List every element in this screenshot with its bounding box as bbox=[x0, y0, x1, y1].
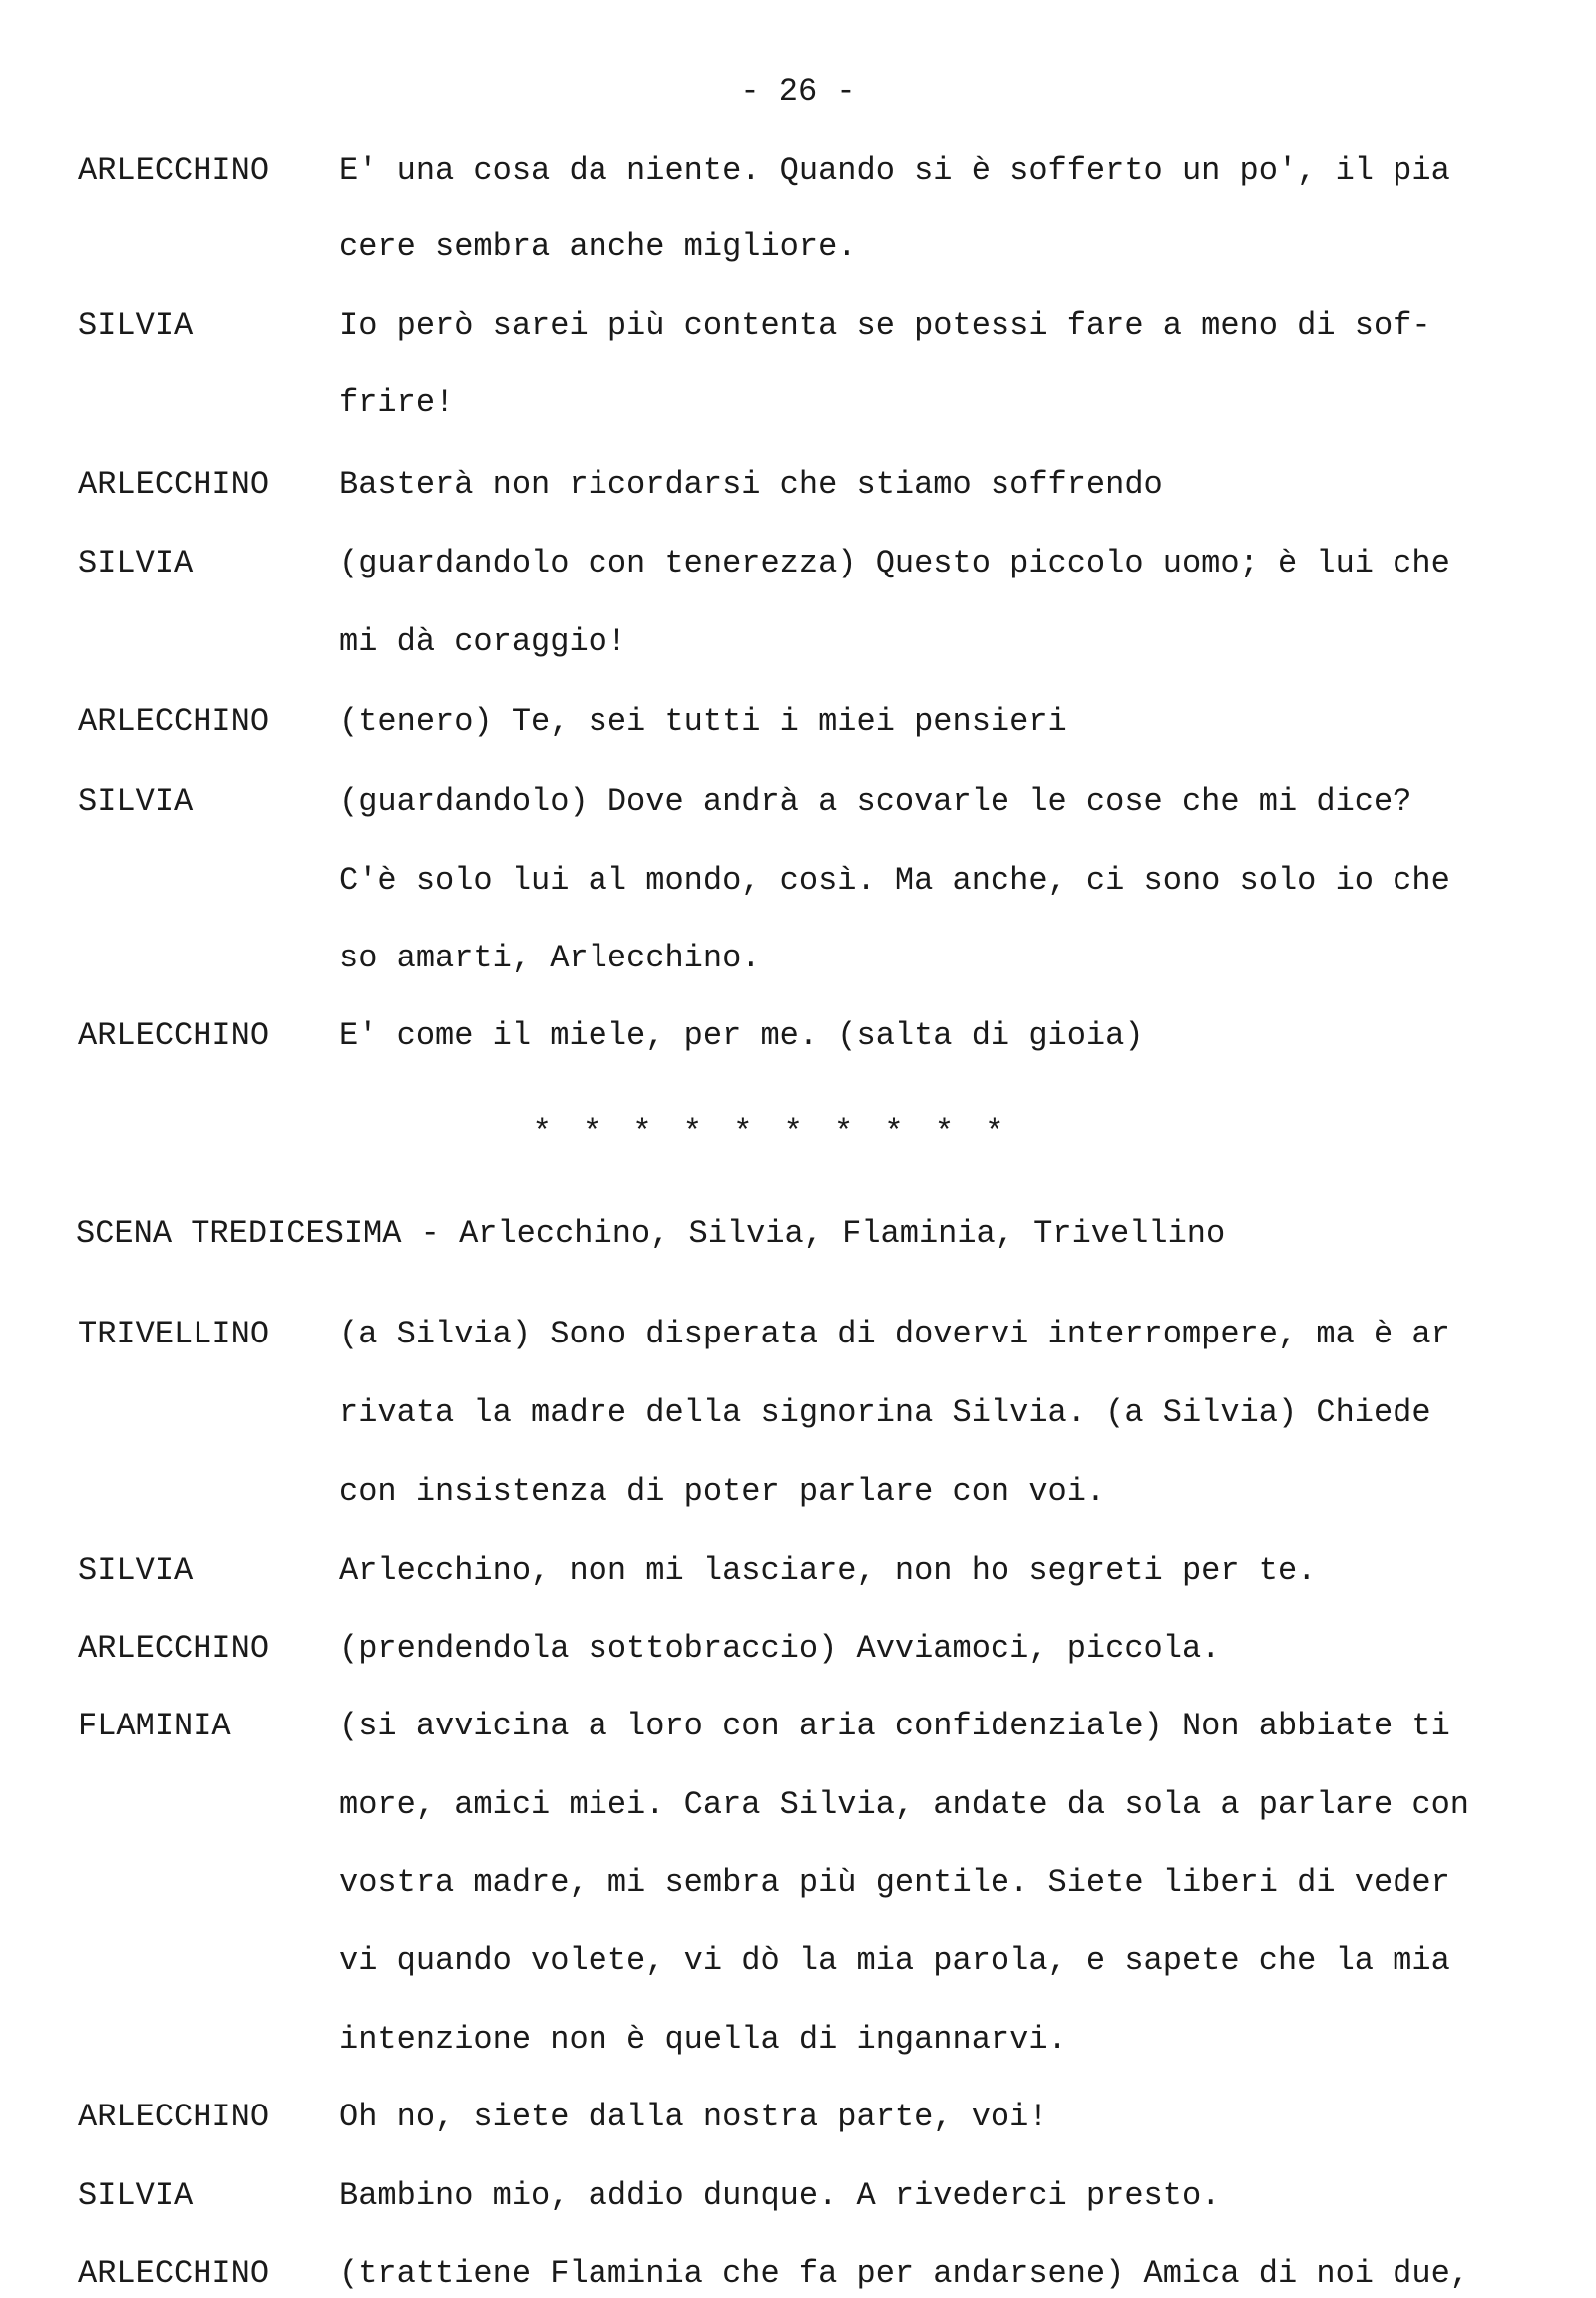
speaker: ARLECCHINO bbox=[78, 1630, 270, 1667]
speaker: SILVIA bbox=[78, 2177, 194, 2214]
dialogue-line: rivata la madre della signorina Silvia. (a Silvia) Chiede bbox=[339, 1394, 1431, 1431]
speaker: SILVIA bbox=[78, 783, 194, 820]
speaker: SILVIA bbox=[78, 545, 194, 581]
scene-separator: * * * * * * * * * * bbox=[532, 1114, 1010, 1151]
dialogue-line: cere sembra anche migliore. bbox=[339, 228, 857, 265]
speaker: FLAMINIA bbox=[78, 1708, 231, 1744]
speaker: TRIVELLINO bbox=[78, 1316, 270, 1352]
speaker: ARLECCHINO bbox=[78, 703, 270, 740]
dialogue-line: (a Silvia) Sono disperata di dovervi interrompere, ma è ar bbox=[339, 1316, 1450, 1352]
scene-heading: SCENA TREDICESIMA - Arlecchino, Silvia, Flaminia, Trivellino bbox=[76, 1215, 1226, 1252]
speaker: ARLECCHINO bbox=[78, 152, 270, 189]
dialogue-line: (guardandolo con tenerezza) Questo piccolo uomo; è lui che bbox=[339, 545, 1450, 581]
dialogue-line: frire! bbox=[339, 384, 455, 421]
speaker: ARLECCHINO bbox=[78, 2099, 270, 2135]
dialogue-line: (guardandolo) Dove andrà a scovarle le cose che mi dice? bbox=[339, 783, 1412, 820]
page-number: - 26 - bbox=[740, 73, 856, 110]
dialogue-line: so amarti, Arlecchino. bbox=[339, 940, 761, 976]
speaker: SILVIA bbox=[78, 307, 194, 344]
dialogue-line: Bambino mio, addio dunque. A rivederci presto. bbox=[339, 2177, 1221, 2214]
dialogue-line: (si avvicina a loro con aria confidenziale) Non abbiate ti bbox=[339, 1708, 1450, 1744]
dialogue-line: more, amici miei. Cara Silvia, andate da sola a parlare con bbox=[339, 1786, 1469, 1823]
speaker: ARLECCHINO bbox=[78, 2255, 270, 2292]
dialogue-line: C'è solo lui al mondo, così. Ma anche, ci sono solo io che bbox=[339, 862, 1450, 899]
dialogue-line: E' come il miele, per me. (salta di gioia) bbox=[339, 1017, 1144, 1054]
dialogue-line: con insistenza di poter parlare con voi. bbox=[339, 1473, 1106, 1510]
dialogue-line: intenzione non è quella di ingannarvi. bbox=[339, 2021, 1067, 2058]
dialogue-line: vi quando volete, vi dò la mia parola, e sapete che la mia bbox=[339, 1942, 1450, 1979]
dialogue-line: Oh no, siete dalla nostra parte, voi! bbox=[339, 2099, 1048, 2135]
dialogue-line: (trattiene Flaminia che fa per andarsene) Amica di noi due, bbox=[339, 2255, 1469, 2292]
speaker: ARLECCHINO bbox=[78, 1017, 270, 1054]
dialogue-line: (tenero) Te, sei tutti i miei pensieri bbox=[339, 703, 1067, 740]
dialogue-line: (prendendola sottobraccio) Avviamoci, piccola. bbox=[339, 1630, 1221, 1667]
dialogue-line: Io però sarei più contenta se potessi fare a meno di sof- bbox=[339, 307, 1431, 344]
dialogue-line: vostra madre, mi sembra più gentile. Siete liberi di veder bbox=[339, 1864, 1450, 1901]
dialogue-line: mi dà coraggio! bbox=[339, 623, 627, 660]
speaker: SILVIA bbox=[78, 1552, 194, 1589]
dialogue-line: Basterà non ricordarsi che stiamo soffrendo bbox=[339, 466, 1163, 503]
dialogue-line: Arlecchino, non mi lasciare, non ho segreti per te. bbox=[339, 1552, 1317, 1589]
speaker: ARLECCHINO bbox=[78, 466, 270, 503]
dialogue-line: E' una cosa da niente. Quando si è sofferto un po', il pia bbox=[339, 152, 1450, 189]
